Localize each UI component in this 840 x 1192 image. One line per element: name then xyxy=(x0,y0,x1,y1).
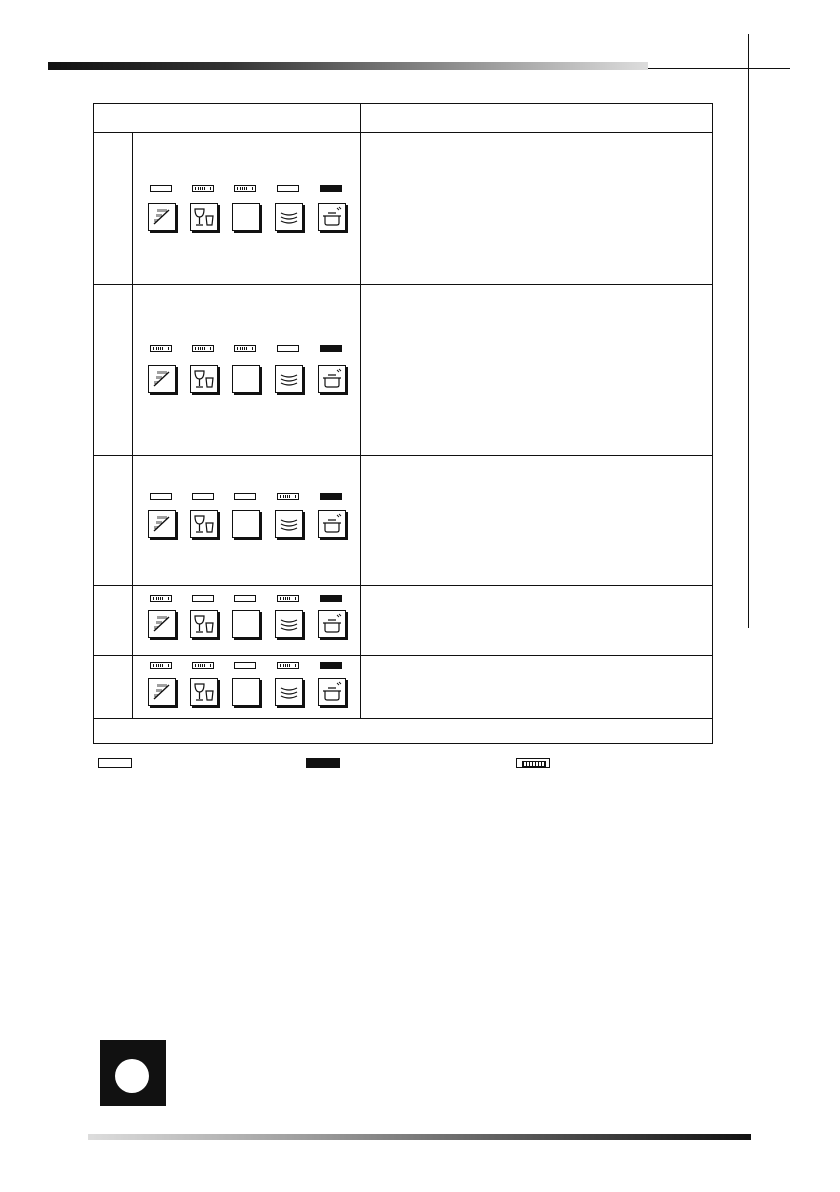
intensive-indicator-light xyxy=(320,595,342,602)
eco-indicator-light xyxy=(277,662,299,669)
intensive-pot-icon xyxy=(318,510,346,538)
page-margin-rule xyxy=(748,34,749,628)
table-row xyxy=(94,655,714,718)
prewash-indicator-light xyxy=(150,595,172,602)
blank-icon xyxy=(232,365,260,393)
prewash-indicator-light xyxy=(150,185,172,192)
intensive-indicator-light xyxy=(320,185,342,192)
indicator-table xyxy=(93,103,713,744)
eco-indicator-light xyxy=(277,345,299,352)
blank-icon xyxy=(232,510,260,538)
blank-icon xyxy=(232,610,260,638)
table-row-rule xyxy=(94,718,712,719)
glass-indicator-light xyxy=(192,493,214,500)
eco-indicator-light xyxy=(277,595,299,602)
legend xyxy=(98,756,698,770)
prewash-icon xyxy=(148,510,176,538)
safety-circle-icon xyxy=(100,1040,166,1106)
eco-plates-icon xyxy=(275,510,303,538)
intensive-pot-icon xyxy=(318,203,346,231)
glass-icon xyxy=(190,610,218,638)
legend-flash-swatch xyxy=(516,758,550,768)
eco-indicator-light xyxy=(277,493,299,500)
table-row xyxy=(94,133,714,284)
intensive-pot-icon xyxy=(318,610,346,638)
eco-plates-icon xyxy=(275,678,303,706)
blank-indicator-light xyxy=(234,345,256,352)
intensive-pot-icon xyxy=(318,365,346,393)
header-rule xyxy=(648,68,790,69)
glass-indicator-light xyxy=(192,662,214,669)
prewash-icon xyxy=(148,610,176,638)
blank-icon xyxy=(232,203,260,231)
table-row xyxy=(94,585,714,655)
header-gradient-bar xyxy=(48,62,648,70)
table-row xyxy=(94,284,714,455)
glass-indicator-light xyxy=(192,185,214,192)
prewash-icon xyxy=(148,203,176,231)
table-row xyxy=(94,455,714,585)
intensive-indicator-light xyxy=(320,662,342,669)
eco-plates-icon xyxy=(275,610,303,638)
blank-indicator-light xyxy=(234,595,256,602)
prewash-indicator-light xyxy=(150,493,172,500)
intensive-pot-icon xyxy=(318,678,346,706)
glass-indicator-light xyxy=(192,595,214,602)
glass-indicator-light xyxy=(192,345,214,352)
prewash-indicator-light xyxy=(150,662,172,669)
eco-indicator-light xyxy=(277,185,299,192)
blank-indicator-light xyxy=(234,185,256,192)
glass-icon xyxy=(190,203,218,231)
eco-plates-icon xyxy=(275,365,303,393)
intensive-indicator-light xyxy=(320,345,342,352)
prewash-indicator-light xyxy=(150,345,172,352)
intensive-indicator-light xyxy=(320,493,342,500)
eco-plates-icon xyxy=(275,203,303,231)
blank-icon xyxy=(232,678,260,706)
prewash-icon xyxy=(148,678,176,706)
glass-icon xyxy=(190,678,218,706)
blank-indicator-light xyxy=(234,493,256,500)
blank-indicator-light xyxy=(234,662,256,669)
footer-gradient-bar xyxy=(88,1134,751,1140)
legend-on-swatch xyxy=(306,758,340,768)
legend-off-swatch xyxy=(98,758,132,768)
prewash-icon xyxy=(148,365,176,393)
glass-icon xyxy=(190,510,218,538)
glass-icon xyxy=(190,365,218,393)
